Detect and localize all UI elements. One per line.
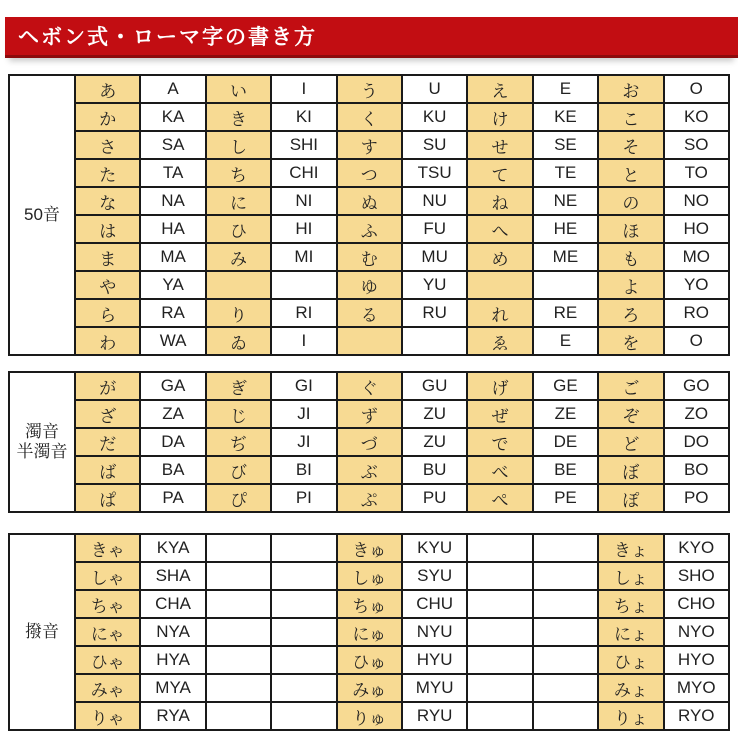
kana-cell: じ: [206, 400, 271, 428]
kana-cell: べ: [467, 456, 532, 484]
kana-cell: みょ: [598, 674, 663, 702]
kana-cell: きょ: [598, 534, 663, 562]
romaji-cell: JI: [271, 400, 336, 428]
romaji-cell: PU: [402, 484, 467, 512]
kana-cell: も: [598, 243, 663, 271]
empty-cell: [206, 590, 271, 618]
kana-cell: ろ: [598, 299, 663, 327]
kana-cell: で: [467, 428, 532, 456]
romaji-cell: TSU: [402, 159, 467, 187]
romaji-cell: TA: [140, 159, 205, 187]
table-row: [9, 646, 729, 674]
kana-cell: を: [598, 327, 663, 355]
kana-cell: ふ: [337, 215, 402, 243]
kana-cell: ば: [75, 456, 140, 484]
kana-cell: は: [75, 215, 140, 243]
table-row: [9, 299, 729, 327]
romaji-cell: RYU: [402, 702, 467, 730]
table-row: [9, 187, 729, 215]
kana-cell: や: [75, 271, 140, 299]
empty-cell: [337, 327, 402, 355]
kana-cell: ど: [598, 428, 663, 456]
romaji-cell: NO: [664, 187, 729, 215]
empty-cell: [533, 646, 598, 674]
romaji-cell: KE: [533, 103, 598, 131]
kana-cell: が: [75, 372, 140, 400]
kana-cell: ほ: [598, 215, 663, 243]
row-group-label: 濁音 半濁音: [9, 372, 75, 512]
empty-cell: [206, 534, 271, 562]
romaji-cell: GI: [271, 372, 336, 400]
kana-cell: よ: [598, 271, 663, 299]
kana-cell: ぶ: [337, 456, 402, 484]
romaji-cell: SHO: [664, 562, 729, 590]
table-row: [9, 372, 729, 400]
kana-cell: し: [206, 131, 271, 159]
kana-cell: ゑ: [467, 327, 532, 355]
romaji-cell: KI: [271, 103, 336, 131]
table-row: [9, 243, 729, 271]
romaji-cell: NA: [140, 187, 205, 215]
empty-cell: [271, 618, 336, 646]
kana-cell: ぽ: [598, 484, 663, 512]
romaji-cell: SHA: [140, 562, 205, 590]
kana-cell: ひゃ: [75, 646, 140, 674]
romaji-cell: YU: [402, 271, 467, 299]
empty-cell: [271, 702, 336, 730]
table-50on: [8, 74, 730, 356]
empty-cell: [206, 271, 271, 299]
kana-cell: みゃ: [75, 674, 140, 702]
romaji-cell: JI: [271, 428, 336, 456]
romaji-cell: GA: [140, 372, 205, 400]
kana-cell: ぺ: [467, 484, 532, 512]
empty-cell: [467, 646, 532, 674]
kana-cell: きゅ: [337, 534, 402, 562]
romaji-cell: U: [402, 75, 467, 103]
kana-cell: そ: [598, 131, 663, 159]
kana-cell: ちゅ: [337, 590, 402, 618]
kana-cell: の: [598, 187, 663, 215]
row-group-label: 撥音: [9, 534, 75, 730]
kana-cell: す: [337, 131, 402, 159]
kana-cell: お: [598, 75, 663, 103]
empty-cell: [467, 534, 532, 562]
kana-cell: あ: [75, 75, 140, 103]
table-row: [9, 327, 729, 355]
romaji-cell: KYU: [402, 534, 467, 562]
kana-cell: か: [75, 103, 140, 131]
romaji-cell: RU: [402, 299, 467, 327]
romaji-cell: MYU: [402, 674, 467, 702]
romaji-cell: BO: [664, 456, 729, 484]
romaji-cell: HI: [271, 215, 336, 243]
kana-cell: ら: [75, 299, 140, 327]
romaji-cell: YA: [140, 271, 205, 299]
kana-cell: ぷ: [337, 484, 402, 512]
table-dakuon-handakuon: [8, 371, 730, 513]
empty-cell: [467, 562, 532, 590]
kana-cell: ご: [598, 372, 663, 400]
kana-cell: しゃ: [75, 562, 140, 590]
romaji-cell: NYU: [402, 618, 467, 646]
romaji-cell: HYO: [664, 646, 729, 674]
romaji-cell: SO: [664, 131, 729, 159]
kana-cell: い: [206, 75, 271, 103]
romaji-cell: NYA: [140, 618, 205, 646]
empty-cell: [271, 646, 336, 674]
romaji-cell: O: [664, 327, 729, 355]
table-row: [9, 484, 729, 512]
kana-cell: わ: [75, 327, 140, 355]
empty-cell: [533, 271, 598, 299]
kana-cell: む: [337, 243, 402, 271]
romaji-cell: HO: [664, 215, 729, 243]
romaji-cell: CHU: [402, 590, 467, 618]
romaji-cell: BE: [533, 456, 598, 484]
table-row: [9, 131, 729, 159]
romaji-cell: A: [140, 75, 205, 103]
kana-cell: きゃ: [75, 534, 140, 562]
kana-cell: ちゃ: [75, 590, 140, 618]
romaji-cell: ZU: [402, 400, 467, 428]
kana-cell: せ: [467, 131, 532, 159]
kana-cell: ま: [75, 243, 140, 271]
title-banner: [5, 17, 738, 58]
romaji-cell: TE: [533, 159, 598, 187]
romaji-cell: WA: [140, 327, 205, 355]
table-row: [9, 103, 729, 131]
kana-cell: め: [467, 243, 532, 271]
kana-cell: と: [598, 159, 663, 187]
romaji-cell: E: [533, 327, 598, 355]
romaji-cell: MYO: [664, 674, 729, 702]
romaji-cell: CHO: [664, 590, 729, 618]
tables-container: [8, 74, 730, 731]
table-row: [9, 400, 729, 428]
empty-cell: [271, 562, 336, 590]
table-hatsuon: [8, 533, 730, 731]
empty-cell: [533, 534, 598, 562]
romaji-cell: PI: [271, 484, 336, 512]
empty-cell: [467, 618, 532, 646]
romaji-cell: CHI: [271, 159, 336, 187]
table-row: [9, 159, 729, 187]
romaji-cell: BU: [402, 456, 467, 484]
kana-cell: て: [467, 159, 532, 187]
kana-cell: だ: [75, 428, 140, 456]
romaji-cell: BA: [140, 456, 205, 484]
kana-cell: う: [337, 75, 402, 103]
romaji-cell: GE: [533, 372, 598, 400]
romaji-cell: KA: [140, 103, 205, 131]
romaji-cell: O: [664, 75, 729, 103]
romaji-cell: RI: [271, 299, 336, 327]
empty-cell: [533, 674, 598, 702]
romaji-cell: RO: [664, 299, 729, 327]
romaji-cell: ZA: [140, 400, 205, 428]
romaji-cell: PA: [140, 484, 205, 512]
romaji-cell: MA: [140, 243, 205, 271]
romaji-cell: NU: [402, 187, 467, 215]
romaji-cell: NYO: [664, 618, 729, 646]
table-row: [9, 674, 729, 702]
romaji-cell: NE: [533, 187, 598, 215]
kana-cell: りゃ: [75, 702, 140, 730]
romaji-cell: PO: [664, 484, 729, 512]
kana-cell: た: [75, 159, 140, 187]
romaji-cell: MYA: [140, 674, 205, 702]
romaji-cell: HE: [533, 215, 598, 243]
romaji-cell: HA: [140, 215, 205, 243]
kana-cell: ぬ: [337, 187, 402, 215]
romaji-cell: RYO: [664, 702, 729, 730]
romaji-cell: MU: [402, 243, 467, 271]
romaji-cell: ZU: [402, 428, 467, 456]
kana-cell: にょ: [598, 618, 663, 646]
romaji-cell: HYU: [402, 646, 467, 674]
romaji-cell: BI: [271, 456, 336, 484]
kana-cell: る: [337, 299, 402, 327]
empty-cell: [271, 271, 336, 299]
table-row: [9, 428, 729, 456]
romaji-cell: CHA: [140, 590, 205, 618]
table-row: [9, 590, 729, 618]
romaji-cell: I: [271, 327, 336, 355]
empty-cell: [533, 590, 598, 618]
table-row: [9, 534, 729, 562]
kana-cell: れ: [467, 299, 532, 327]
romaji-cell: PE: [533, 484, 598, 512]
kana-cell: な: [75, 187, 140, 215]
table-row: [9, 562, 729, 590]
romaji-cell: SA: [140, 131, 205, 159]
kana-cell: ぜ: [467, 400, 532, 428]
kana-cell: にゃ: [75, 618, 140, 646]
romaji-cell: DE: [533, 428, 598, 456]
empty-cell: [467, 271, 532, 299]
table-row: [9, 456, 729, 484]
romaji-cell: SE: [533, 131, 598, 159]
kana-cell: つ: [337, 159, 402, 187]
page-title: ヘボン式・ローマ字の書き方: [18, 26, 317, 49]
romaji-cell: RE: [533, 299, 598, 327]
kana-cell: しょ: [598, 562, 663, 590]
romaji-cell: E: [533, 75, 598, 103]
kana-cell: さ: [75, 131, 140, 159]
kana-cell: ぢ: [206, 428, 271, 456]
kana-cell: ね: [467, 187, 532, 215]
kana-cell: ぞ: [598, 400, 663, 428]
empty-cell: [533, 618, 598, 646]
kana-cell: み: [206, 243, 271, 271]
romaji-cell: ZE: [533, 400, 598, 428]
empty-cell: [467, 674, 532, 702]
romaji-cell: SHI: [271, 131, 336, 159]
kana-cell: ゆ: [337, 271, 402, 299]
kana-cell: げ: [467, 372, 532, 400]
romaji-cell: ZO: [664, 400, 729, 428]
table-row: [9, 618, 729, 646]
romaji-cell: RYA: [140, 702, 205, 730]
romaji-cell: NI: [271, 187, 336, 215]
kana-cell: ち: [206, 159, 271, 187]
kana-cell: び: [206, 456, 271, 484]
empty-cell: [206, 702, 271, 730]
kana-cell: ひょ: [598, 646, 663, 674]
romaji-cell: KO: [664, 103, 729, 131]
empty-cell: [533, 702, 598, 730]
kana-cell: ぎ: [206, 372, 271, 400]
empty-cell: [533, 562, 598, 590]
romaji-cell: HYA: [140, 646, 205, 674]
kana-cell: ひゅ: [337, 646, 402, 674]
kana-cell: ず: [337, 400, 402, 428]
romaji-cell: ME: [533, 243, 598, 271]
kana-cell: りょ: [598, 702, 663, 730]
empty-cell: [271, 590, 336, 618]
empty-cell: [271, 534, 336, 562]
kana-cell: に: [206, 187, 271, 215]
romaji-cell: FU: [402, 215, 467, 243]
kana-cell: ちょ: [598, 590, 663, 618]
kana-cell: ざ: [75, 400, 140, 428]
kana-cell: り: [206, 299, 271, 327]
row-group-label: 50音: [9, 75, 75, 355]
kana-cell: みゅ: [337, 674, 402, 702]
romaji-cell: I: [271, 75, 336, 103]
kana-cell: づ: [337, 428, 402, 456]
romaji-cell: TO: [664, 159, 729, 187]
romaji-cell: DA: [140, 428, 205, 456]
kana-cell: ゐ: [206, 327, 271, 355]
empty-cell: [206, 674, 271, 702]
kana-cell: ぐ: [337, 372, 402, 400]
kana-cell: にゅ: [337, 618, 402, 646]
romaji-cell: MO: [664, 243, 729, 271]
kana-cell: え: [467, 75, 532, 103]
table-row: [9, 75, 729, 103]
kana-cell: き: [206, 103, 271, 131]
kana-cell: ひ: [206, 215, 271, 243]
romaji-cell: SU: [402, 131, 467, 159]
empty-cell: [206, 646, 271, 674]
romaji-cell: MI: [271, 243, 336, 271]
kana-cell: ぼ: [598, 456, 663, 484]
romaji-cell: KU: [402, 103, 467, 131]
romaji-cell: SYU: [402, 562, 467, 590]
romaji-cell: YO: [664, 271, 729, 299]
empty-cell: [467, 590, 532, 618]
romaji-cell: GO: [664, 372, 729, 400]
kana-cell: ぱ: [75, 484, 140, 512]
kana-cell: こ: [598, 103, 663, 131]
kana-cell: く: [337, 103, 402, 131]
romaji-cell: DO: [664, 428, 729, 456]
kana-cell: りゅ: [337, 702, 402, 730]
romaji-cell: KYO: [664, 534, 729, 562]
kana-cell: しゅ: [337, 562, 402, 590]
kana-cell: へ: [467, 215, 532, 243]
empty-cell: [467, 702, 532, 730]
romaji-cell: KYA: [140, 534, 205, 562]
kana-cell: け: [467, 103, 532, 131]
kana-cell: ぴ: [206, 484, 271, 512]
table-row: [9, 215, 729, 243]
empty-cell: [402, 327, 467, 355]
empty-cell: [271, 674, 336, 702]
table-row: [9, 702, 729, 730]
empty-cell: [206, 618, 271, 646]
romaji-cell: GU: [402, 372, 467, 400]
table-row: [9, 271, 729, 299]
romaji-cell: RA: [140, 299, 205, 327]
empty-cell: [206, 562, 271, 590]
